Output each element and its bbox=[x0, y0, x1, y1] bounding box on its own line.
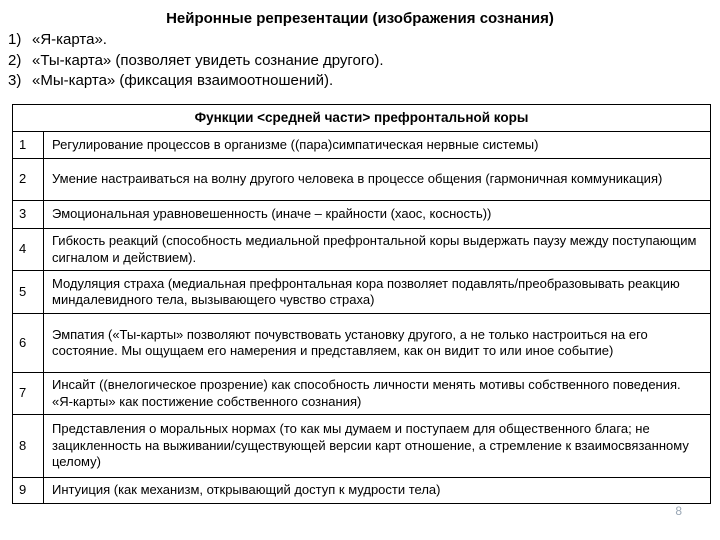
row-text: Представления о моральных нормах (то как мы думаем и поступаем для общественного блага; не зацикленность на выживании/существующей версии карт отношение, а стремление к взаимосвязанному целому) bbox=[44, 415, 711, 478]
intro-list bbox=[8, 30, 384, 92]
row-text: Интуиция (как механизм, открывающий доступ к мудрости тела) bbox=[44, 478, 711, 504]
table-row bbox=[13, 159, 711, 201]
row-number: 1 bbox=[13, 132, 44, 159]
intro-item bbox=[8, 30, 384, 51]
table-row bbox=[13, 314, 711, 373]
table-row bbox=[13, 478, 711, 504]
table-row bbox=[13, 415, 711, 478]
table-row bbox=[13, 201, 711, 229]
row-text: Умение настраиваться на волну другого человека в процессе общения (гармоничная коммуникация) bbox=[44, 159, 711, 201]
row-number: 5 bbox=[13, 271, 44, 314]
row-text: Гибкость реакций (способность медиальной префронтальной коры выдержать паузу между поступающим сигналом и действием). bbox=[44, 229, 711, 271]
intro-item-number: 3) bbox=[8, 72, 22, 89]
page-title: Нейронные репрезентации (изображения сознания) bbox=[166, 10, 554, 27]
table-row bbox=[13, 229, 711, 271]
row-text: Эмоциональная уравновешенность (иначе – крайности (хаос, косность)) bbox=[44, 201, 711, 229]
intro-item bbox=[8, 51, 384, 72]
row-number: 8 bbox=[13, 415, 44, 478]
intro-item bbox=[8, 71, 384, 92]
row-text: Модуляция страха (медиальная префронтальная кора позволяет подавлять/преобразовывать реакцию миндалевидного тела, вызывающего чувство страха) bbox=[44, 271, 711, 314]
intro-item-text: «Я-карта». bbox=[32, 31, 107, 48]
table-row bbox=[13, 132, 711, 159]
intro-item-number: 2) bbox=[8, 51, 22, 69]
row-number: 2 bbox=[13, 159, 44, 201]
row-text: Регулирование процессов в организме ((пара)симпатическая нервные системы) bbox=[44, 132, 711, 159]
intro-item-text: «Мы-карта» (фиксация взаимоотношений). bbox=[32, 72, 334, 89]
row-text: Инсайт ((внелогическое прозрение) как способность личности менять мотивы собственного поведения. «Я-карты» как постижение собственного сознания) bbox=[44, 373, 711, 415]
row-number: 6 bbox=[13, 314, 44, 373]
table-row bbox=[13, 373, 711, 415]
row-number: 4 bbox=[13, 229, 44, 271]
intro-item-number: 1) bbox=[8, 31, 22, 48]
row-number: 7 bbox=[13, 373, 44, 415]
page-number: 8 bbox=[675, 504, 682, 518]
table-row bbox=[13, 271, 711, 314]
table-header-row bbox=[13, 105, 711, 132]
intro-item-text: «Ты-карта» (позволяет увидеть сознание другого). bbox=[32, 51, 384, 69]
table-header: Функции <средней части> префронтальной коры bbox=[13, 105, 711, 132]
row-number: 9 bbox=[13, 478, 44, 504]
row-number: 3 bbox=[13, 201, 44, 229]
functions-table bbox=[12, 104, 711, 504]
row-text: Эмпатия («Ты-карты» позволяют почувствовать установку другого, а не только настроиться на его состояние. Мы ощущаем его намерения и представляем, как он видит то или иное событие) bbox=[44, 314, 711, 373]
